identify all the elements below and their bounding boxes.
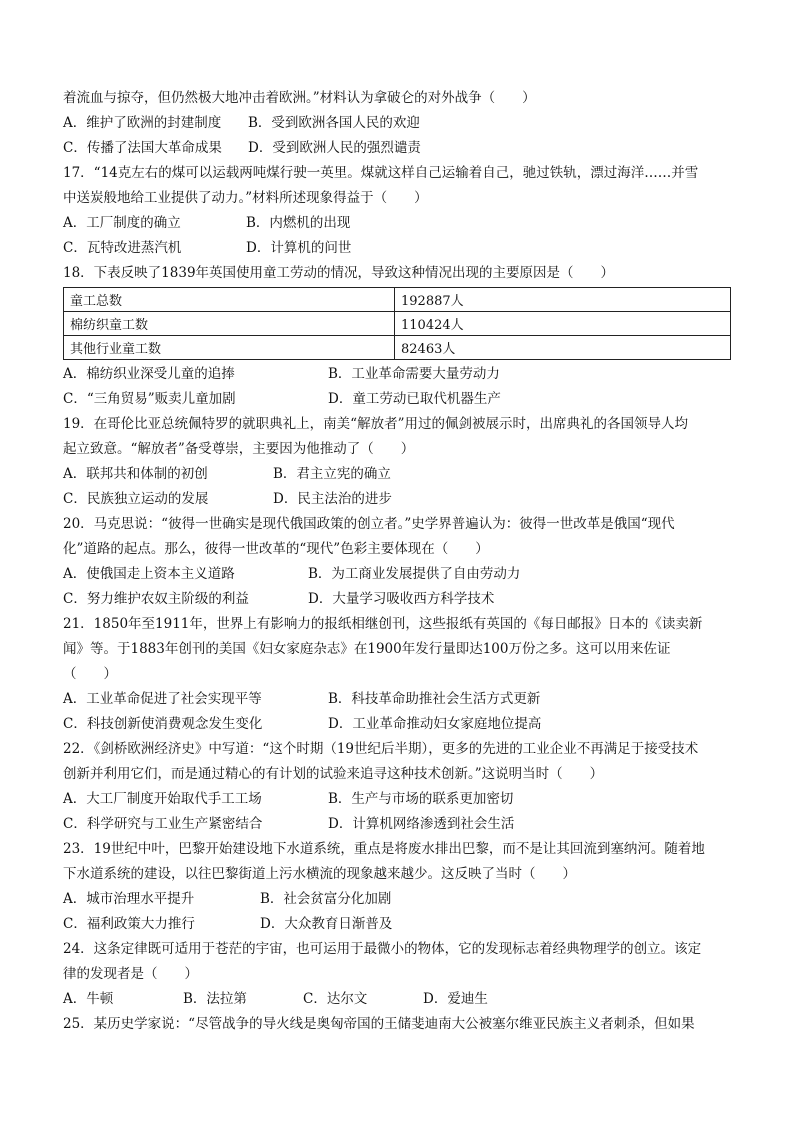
q24-option-b[interactable]: B．法拉第 (183, 991, 247, 1007)
table-row (64, 336, 731, 360)
q23-options-row2 (63, 912, 733, 937)
q17-option-b[interactable]: B．内燃机的出现 (246, 215, 351, 231)
q20-option-d[interactable]: D．大量学习吸收西方科学技术 (308, 591, 495, 607)
table-cell: 82463人 (395, 336, 731, 360)
q16-option-c[interactable]: C．传播了法国大革命成果 (63, 140, 222, 156)
q20-option-c[interactable]: C．努力维护农奴主阶级的利益 (63, 591, 249, 607)
q20-option-a[interactable]: A．使俄国走上资本主义道路 (63, 566, 235, 582)
q16-option-a[interactable]: A．维护了欧洲的封建制度 (63, 115, 222, 131)
q24-options-row (63, 987, 733, 1012)
q20-stem-line1: 20．马克思说：“彼得一世确实是现代俄国政策的创立者。”史学界普遍认为：彼得一世改革是俄国“现代 (63, 516, 675, 532)
q22-stem-line1: 22．《剑桥欧洲经济史》中写道：“这个时期（19世纪后半期），更多的先进的工业企业不再满足于接受技术 (63, 741, 699, 757)
q23-option-d[interactable]: D．大众教育日渐普及 (260, 916, 393, 932)
q16-stem: 着流血与掠夺，但仍然极大地冲击着欧洲。”材料认为拿破仑的对外战争（ ） (63, 90, 536, 106)
q23-stem-line1: 23．19世纪中叶，巴黎开始建设地下水道系统，重点是将废水排出巴黎，而不是让其回流到塞纳河。随着地 (63, 841, 705, 857)
q19-options-row1 (63, 462, 733, 487)
q20-stem-line2: 化”道路的起点。那么，彼得一世改革的“现代”色彩主要体现在（ ） (63, 541, 489, 557)
q17-stem-line2: 中送炭般地给工业提供了动力。”材料所述现象得益于（ ） (63, 190, 428, 206)
q18-option-a[interactable]: A．棉纺织业深受儿童的追捧 (63, 366, 235, 382)
table-row (64, 288, 731, 312)
q17-options-row1 (63, 211, 733, 236)
q21-options-row1 (63, 687, 733, 712)
q21-stem-line1: 21．1850年至1911年，世界上有影响力的报纸相继创刊，这些报纸有英国的《每日邮报》日本的《读卖新 (63, 616, 703, 632)
q18-stem: 18．下表反映了1839年英国使用童工劳动的情况，导致这种情况出现的主要原因是（ ） (63, 265, 615, 281)
q17-option-a[interactable]: A．工厂制度的确立 (63, 215, 181, 231)
q19-stem-line2: 起立致意。“解放者”备受尊崇，主要因为他推动了（ ） (63, 441, 415, 457)
q21-stem-line3: （ ） (63, 666, 117, 682)
q19-option-c[interactable]: C．民族独立运动的发展 (63, 491, 209, 507)
q21-option-d[interactable]: D．工业革命推动妇女家庭地位提高 (328, 716, 542, 732)
q23-option-b[interactable]: B．社会贫富分化加剧 (260, 891, 392, 907)
table-cell: 其他行业童工数 (64, 336, 395, 360)
table-row (64, 312, 731, 336)
q23-option-a[interactable]: A．城市治理水平提升 (63, 891, 195, 907)
q19-option-a[interactable]: A．联邦共和体制的初创 (63, 466, 208, 482)
q20-option-b[interactable]: B．为工商业发展提供了自由劳动力 (308, 566, 521, 582)
q21-options-row2 (63, 712, 733, 737)
q16-option-d[interactable]: D．受到欧洲人民的强烈谴责 (248, 140, 421, 156)
table-cell: 192887人 (395, 288, 731, 312)
q21-option-c[interactable]: C．科技创新使消费观念发生变化 (63, 716, 263, 732)
q22-stem-line2: 创新并利用它们，而是通过精心的有计划的试验来追寻这种技术创新。”这说明当时（ ） (63, 766, 604, 782)
q24-stem-line1: 24．这条定律既可适用于苍茫的宇宙，也可运用于最微小的物体，它的发现标志着经典物理学的创立。该定 (63, 941, 702, 957)
q18-option-b[interactable]: B．工业革命需要大量劳动力 (328, 366, 500, 382)
q16-options-row2 (63, 136, 733, 161)
table-cell: 棉纺织童工数 (64, 312, 395, 336)
child-labor-table (63, 287, 731, 360)
q16-options-row1 (63, 111, 733, 136)
q18-option-c[interactable]: C．“三角贸易”贩卖儿童加剧 (63, 391, 236, 407)
q20-options-row2 (63, 587, 733, 612)
q17-option-c[interactable]: C．瓦特改进蒸汽机 (63, 240, 182, 256)
q16-option-b[interactable]: B．受到欧洲各国人民的欢迎 (248, 115, 420, 131)
q22-option-c[interactable]: C．科学研究与工业生产紧密结合 (63, 816, 263, 832)
q19-options-row2 (63, 487, 733, 512)
q19-option-d[interactable]: D．民主法治的进步 (273, 491, 392, 507)
q17-option-d[interactable]: D．计算机的问世 (246, 240, 352, 256)
q22-option-a[interactable]: A．大工厂制度开始取代手工工场 (63, 791, 262, 807)
q17-options-row2 (63, 236, 733, 261)
q23-stem-line2: 下水道系统的建设，以往巴黎街道上污水横流的现象越来越少。这反映了当时（ ） (63, 866, 576, 882)
q22-options-row1 (63, 787, 733, 812)
q22-options-row2 (63, 812, 733, 837)
q24-stem-line2: 律的发现者是（ ） (63, 966, 198, 982)
q23-options-row1 (63, 887, 733, 912)
q18-options-row2 (63, 387, 733, 412)
q21-option-b[interactable]: B．科技革命助推社会生活方式更新 (328, 691, 541, 707)
q21-stem-line2: 闻》等。于1883年创刊的美国《妇女家庭杂志》在1900年发行量即达100万份之多。这可以用来佐证 (63, 641, 671, 657)
q20-options-row1 (63, 562, 733, 587)
exam-page (63, 86, 733, 1037)
q25-stem-line1: 25．某历史学家说：“尽管战争的导火线是奥匈帝国的王储斐迪南大公被塞尔维亚民族主义者刺杀，但如果 (63, 1016, 695, 1032)
q22-option-b[interactable]: B．生产与市场的联系更加密切 (328, 791, 514, 807)
q21-option-a[interactable]: A．工业革命促进了社会实现平等 (63, 691, 262, 707)
q18-option-d[interactable]: D．童工劳动已取代机器生产 (328, 391, 501, 407)
q19-stem-line1: 19．在哥伦比亚总统佩特罗的就职典礼上，南美“解放者”用过的佩剑被展示时，出席典礼的各国领导人均 (63, 416, 688, 432)
table-cell: 童工总数 (64, 288, 395, 312)
q17-stem-line1: 17．“14克左右的煤可以运载两吨煤行驶一英里。煤就这样自己运输着自己，驰过铁轨，漂过海洋……并雪 (63, 165, 699, 181)
q18-options-row1 (63, 362, 733, 387)
q24-option-c[interactable]: C．达尔文 (303, 991, 368, 1007)
q24-option-a[interactable]: A．牛顿 (63, 991, 114, 1007)
q22-option-d[interactable]: D．计算机网络渗透到社会生活 (328, 816, 515, 832)
q23-option-c[interactable]: C．福利政策大力推行 (63, 916, 195, 932)
q19-option-b[interactable]: B．君主立宪的确立 (273, 466, 391, 482)
table-cell: 110424人 (395, 312, 731, 336)
q24-option-d[interactable]: D．爱迪生 (423, 991, 488, 1007)
